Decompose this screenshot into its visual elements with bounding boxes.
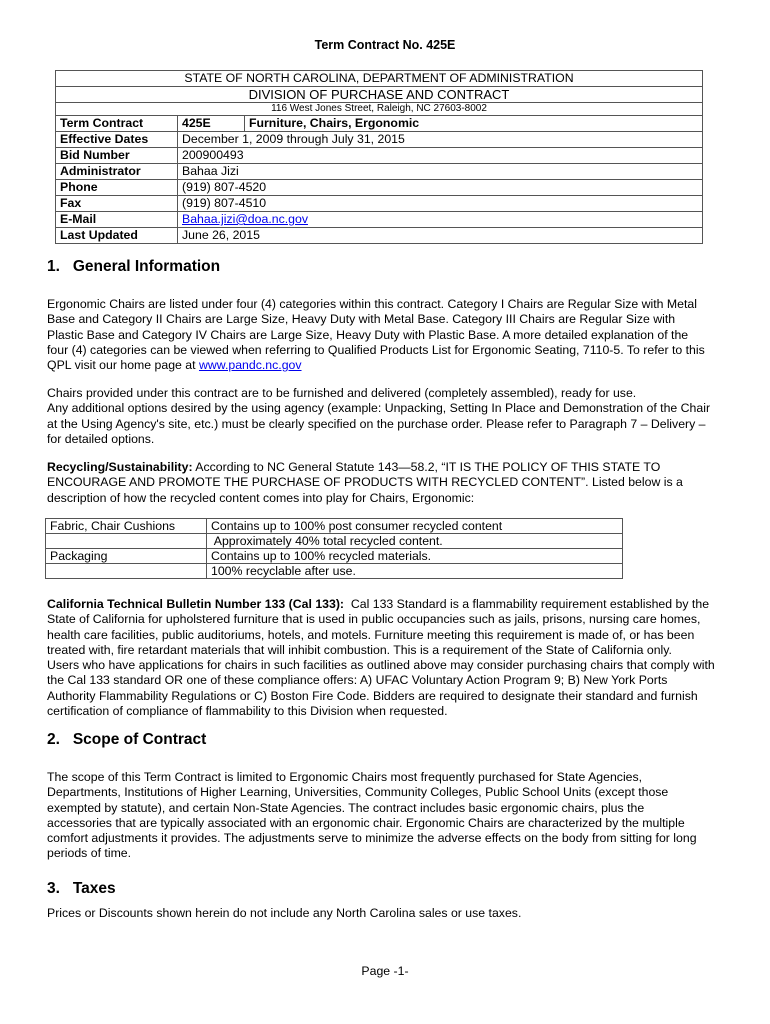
text-line: Ergonomic Chairs are listed under four (4) categories within this contract. Category I Chairs are Regular Size with Metal [47,297,697,311]
administrator: Bahaa Jizi [178,164,703,180]
material-cell: Fabric, Chair Cushions [46,519,207,534]
division-name: DIVISION OF PURCHASE AND CONTRACT [56,87,703,103]
label-email: E-Mail [56,212,178,228]
page-number: Page -1- [361,964,409,978]
label-administrator: Administrator [56,164,178,180]
text-line: Departments, Institutions of Higher Learning, Universities, Community Colleges, Public School Units (except those [47,785,669,800]
paragraph-scope [47,770,727,862]
text-line [47,358,727,373]
phone: (919) 807-4520 [178,180,703,196]
text-line: ENCOURAGE AND PROMOTE THE PURCHASE OF PRODUCTS WITH RECYCLED CONTENT”. Listed below is a [47,475,683,490]
fax: (919) 807-4510 [178,196,703,212]
text-line: Authority Flammability Regulations or C) Boston Fire Code. Bidders are required to designate their standard and furnish [47,688,698,703]
paragraph-delivery [47,386,727,447]
content-cell: Contains up to 100% post consumer recycled content [207,519,623,534]
paragraph-recycling [47,460,727,506]
text-line: The scope of this Term Contract is limited to Ergonomic Chairs most frequently purchased for State Agencies, [47,770,643,784]
text-fragment: Cal 133 Standard is a flammability requirement established by the [344,597,710,611]
paragraph-cal133 [47,597,727,719]
text-line: Users who have applications for chairs in such facilities as outlined above may consider purchasing chairs that comply with [47,658,715,673]
label-bid-number: Bid Number [56,148,178,164]
contract-header-table [55,70,703,244]
text-line: health care facilities, public auditoriums, hotels, and motels. Furniture meeting this requirement is made of, or has been [47,627,695,642]
term-contract-name: Furniture, Chairs, Ergonomic [245,116,703,132]
cal133-label: California Technical Bulletin Number 133 (Cal 133): [47,597,345,611]
text-line: comfort adjustments it provides. The adjustments serve to minimize the adverse effects on the body from sitting for long [47,831,697,846]
content-cell: Approximately 40% total recycled content. [207,534,623,549]
text-line: treated with, fire retardant materials that will inhibit combustion. This is a requirement of the State of California only. [47,642,672,657]
text-line: description of how the recycled content comes into play for Chairs, Ergonomic: [47,490,475,505]
text-line [47,460,727,475]
material-cell [46,534,207,549]
text-line: Base and Category II Chairs are Large Size, Heavy Duty with Metal Base. Category III Chairs are Regular Size with [47,312,676,327]
text-line: the Cal 133 standard OR one of these compliance offers: A) UFAC Voluntary Action Program 9; B) New York Ports [47,673,668,688]
label-term-contract: Term Contract [56,116,178,132]
text-line: Any additional options desired by the using agency (example: Unpacking, Setting In Place and Demonstration of the Chair [47,401,711,416]
email-link[interactable]: Bahaa.jizi@doa.nc.gov [182,212,308,226]
bid-number: 200900493 [178,148,703,164]
paragraph-taxes: Prices or Discounts shown herein do not include any North Carolina sales or use taxes. [47,906,522,920]
label-last-updated: Last Updated [56,228,178,244]
content-cell: Contains up to 100% recycled materials. [207,549,623,564]
term-contract-number: 425E [178,116,245,132]
text-line: Chairs provided under this contract are to be furnished and delivered (completely assembled), ready for use. [47,386,637,400]
text-line: certification of compliance of flammability to this Division when requested. [47,704,448,719]
section-heading-taxes: 3. Taxes [47,880,116,897]
material-cell [46,564,207,579]
document-title: Term Contract No. 425E [314,38,456,52]
paragraph-categories [47,297,727,373]
text-line: periods of time. [47,846,132,861]
content-cell: 100% recyclable after use. [207,564,623,579]
text-line: exempted by statute), and certain Non-State Agencies. The contract includes basic ergonomic chairs, plus the [47,800,645,815]
label-fax: Fax [56,196,178,212]
text-line: Plastic Base and Category IV Chairs are Large Size, Heavy Duty with Plastic Base. A more detailed explanation of the [47,327,689,342]
label-effective-dates: Effective Dates [56,132,178,148]
text-line [47,597,727,612]
text-line: for detailed options. [47,431,155,446]
recycling-label: Recycling/Sustainability: [47,460,193,474]
last-updated: June 26, 2015 [178,228,703,244]
material-cell: Packaging [46,549,207,564]
label-phone: Phone [56,180,178,196]
section-heading-general-information: 1. General Information [47,258,221,275]
text-fragment: QPL visit our home page at [47,358,199,373]
text-fragment: According to NC General Statute 143—58.2, “IT IS THE POLICY OF THIS STATE TO [192,460,661,474]
text-line: accessories that are typically associated with an ergonomic chair. Ergonomic Chairs are characterized by the multiple [47,815,685,830]
text-line: State of California for upholstered furniture that is used in public occupancies such as jails, prisons, nursing care homes, [47,612,701,627]
text-line: at the Using Agency's site, etc.) must be clearly specified on the purchase order. Please refer to Paragraph 7 – Delivery – [47,416,706,431]
effective-dates: December 1, 2009 through July 31, 2015 [178,132,703,148]
section-heading-scope: 2. Scope of Contract [47,731,207,748]
pandc-home-link[interactable]: www.pandc.nc.gov [198,358,302,373]
text-line: four (4) categories can be viewed when referring to Qualified Products List for Ergonomic Seating, 7110-5. To refer to this [47,342,705,357]
address: 116 West Jones Street, Raleigh, NC 27603-8002 [56,103,703,116]
agency-name: STATE OF NORTH CAROLINA, DEPARTMENT OF ADMINISTRATION [56,71,703,87]
recycled-content-table [45,518,623,579]
